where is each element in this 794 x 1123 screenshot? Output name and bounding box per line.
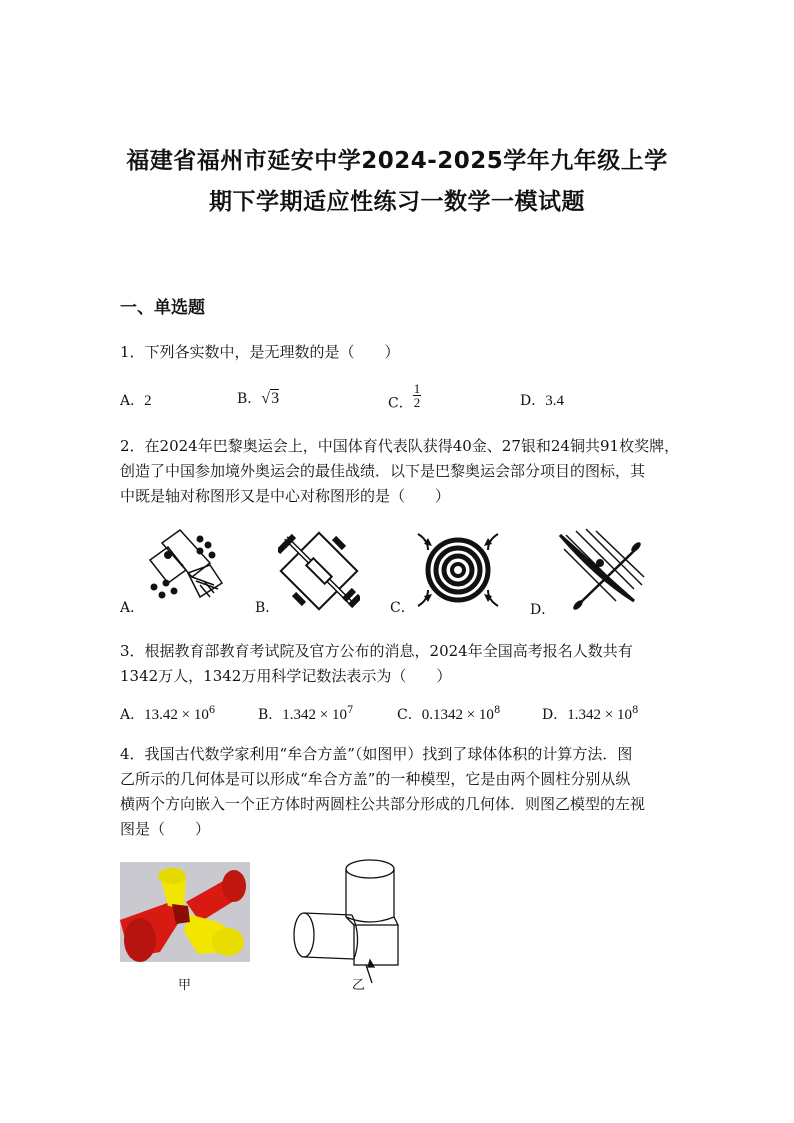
q3-d-exponent: 8	[631, 705, 639, 716]
olympic-icon-c	[414, 526, 502, 614]
figure-jia-caption: 甲	[178, 978, 192, 993]
q3-d-base: 1.342 × 10	[567, 707, 632, 723]
q3-c-exponent: 8	[493, 705, 501, 716]
q2-line-1: 2．在2024年巴黎奥运会上，中国体育代表队获得40金、27银和24铜共91枚奖牌，	[120, 437, 680, 455]
title-line-2: 期下学期适应性练习一数学一模试题	[209, 189, 585, 215]
q1-c-label: C．	[388, 395, 413, 412]
q3-a-base: 13.42 × 10	[144, 707, 209, 723]
q2-option-a-label[interactable]: A．	[120, 600, 145, 616]
section-heading: 一、单选题	[120, 298, 205, 318]
q4-line-3: 横两个方向嵌入一个正方体时两圆柱公共部分形成的几何体．则图乙模型的左视	[120, 795, 646, 813]
q2-option-c-label[interactable]: C．	[390, 600, 415, 616]
q3-c-base: 0.1342 × 10	[421, 707, 494, 723]
title-line-1: 福建省福州市延安中学2024-2025学年九年级上学	[126, 148, 668, 174]
q1-b-radicand: 3	[271, 390, 280, 407]
q3-option-c[interactable]	[397, 704, 500, 724]
olympic-icon-d	[556, 527, 646, 613]
q1-d-label: D．	[520, 393, 546, 409]
q1-c-fraction	[413, 382, 422, 409]
q3-b-label: B．	[258, 707, 283, 723]
q3-option-b[interactable]	[258, 704, 353, 724]
q1-a-label: A．	[120, 393, 145, 409]
q3-option-a[interactable]	[120, 704, 215, 724]
q4-line-2: 乙所示的几何体是可以形成“牟合方盖”的一种模型，它是由两个圆柱分别从纵	[120, 770, 631, 788]
olympic-icon-a	[140, 525, 230, 615]
q1-option-d[interactable]	[520, 390, 564, 410]
q1-stem: 1．下列各实数中，是无理数的是（ ）	[120, 343, 400, 361]
q3-c-label: C．	[397, 707, 422, 723]
q3-d-label: D．	[542, 707, 568, 723]
fraction-denominator: 2	[413, 395, 421, 410]
q3-line-1: 3．根据教育部教育考试院及官方公布的消息，2024年全国高考报名人数共有	[120, 642, 633, 660]
q2-line-2: 创造了中国参加境外奥运会的最佳战绩．以下是巴黎奥运会部分项目的图标，其	[120, 462, 646, 480]
q4-line-4: 图是（ ）	[120, 820, 211, 838]
figure-yi-model	[288, 855, 406, 989]
q1-option-a[interactable]	[120, 390, 152, 410]
q1-option-b[interactable]	[237, 388, 279, 408]
q1-option-c[interactable]	[388, 382, 421, 413]
q4-line-1: 4．我国古代数学家利用“牟合方盖”（如图甲）找到了球体体积的计算方法．图	[120, 745, 633, 763]
q1-a-value: 2	[144, 393, 152, 409]
fraction-numerator: 1	[413, 381, 421, 396]
sqrt-symbol: √3	[261, 390, 280, 407]
q2-option-b-label[interactable]: B．	[255, 600, 280, 616]
q3-a-label: A．	[120, 707, 145, 723]
q3-b-exponent: 7	[347, 705, 354, 716]
olympic-icon-b	[278, 530, 360, 612]
q1-b-label: B．	[237, 391, 262, 407]
figure-yi-caption: 乙	[352, 978, 366, 993]
q3-line-2: 1342万人，1342万用科学记数法表示为（ ）	[120, 667, 452, 685]
q3-option-d[interactable]	[542, 704, 638, 724]
q2-option-d-label[interactable]: D．	[530, 602, 556, 618]
q3-b-base: 1.342 × 10	[282, 707, 348, 723]
figure-jia-render	[120, 862, 250, 962]
q3-a-exponent: 6	[208, 705, 216, 716]
q1-d-value: 3.4	[545, 393, 564, 409]
q2-line-3: 中既是轴对称图形又是中心对称图形的是（ ）	[120, 487, 451, 505]
